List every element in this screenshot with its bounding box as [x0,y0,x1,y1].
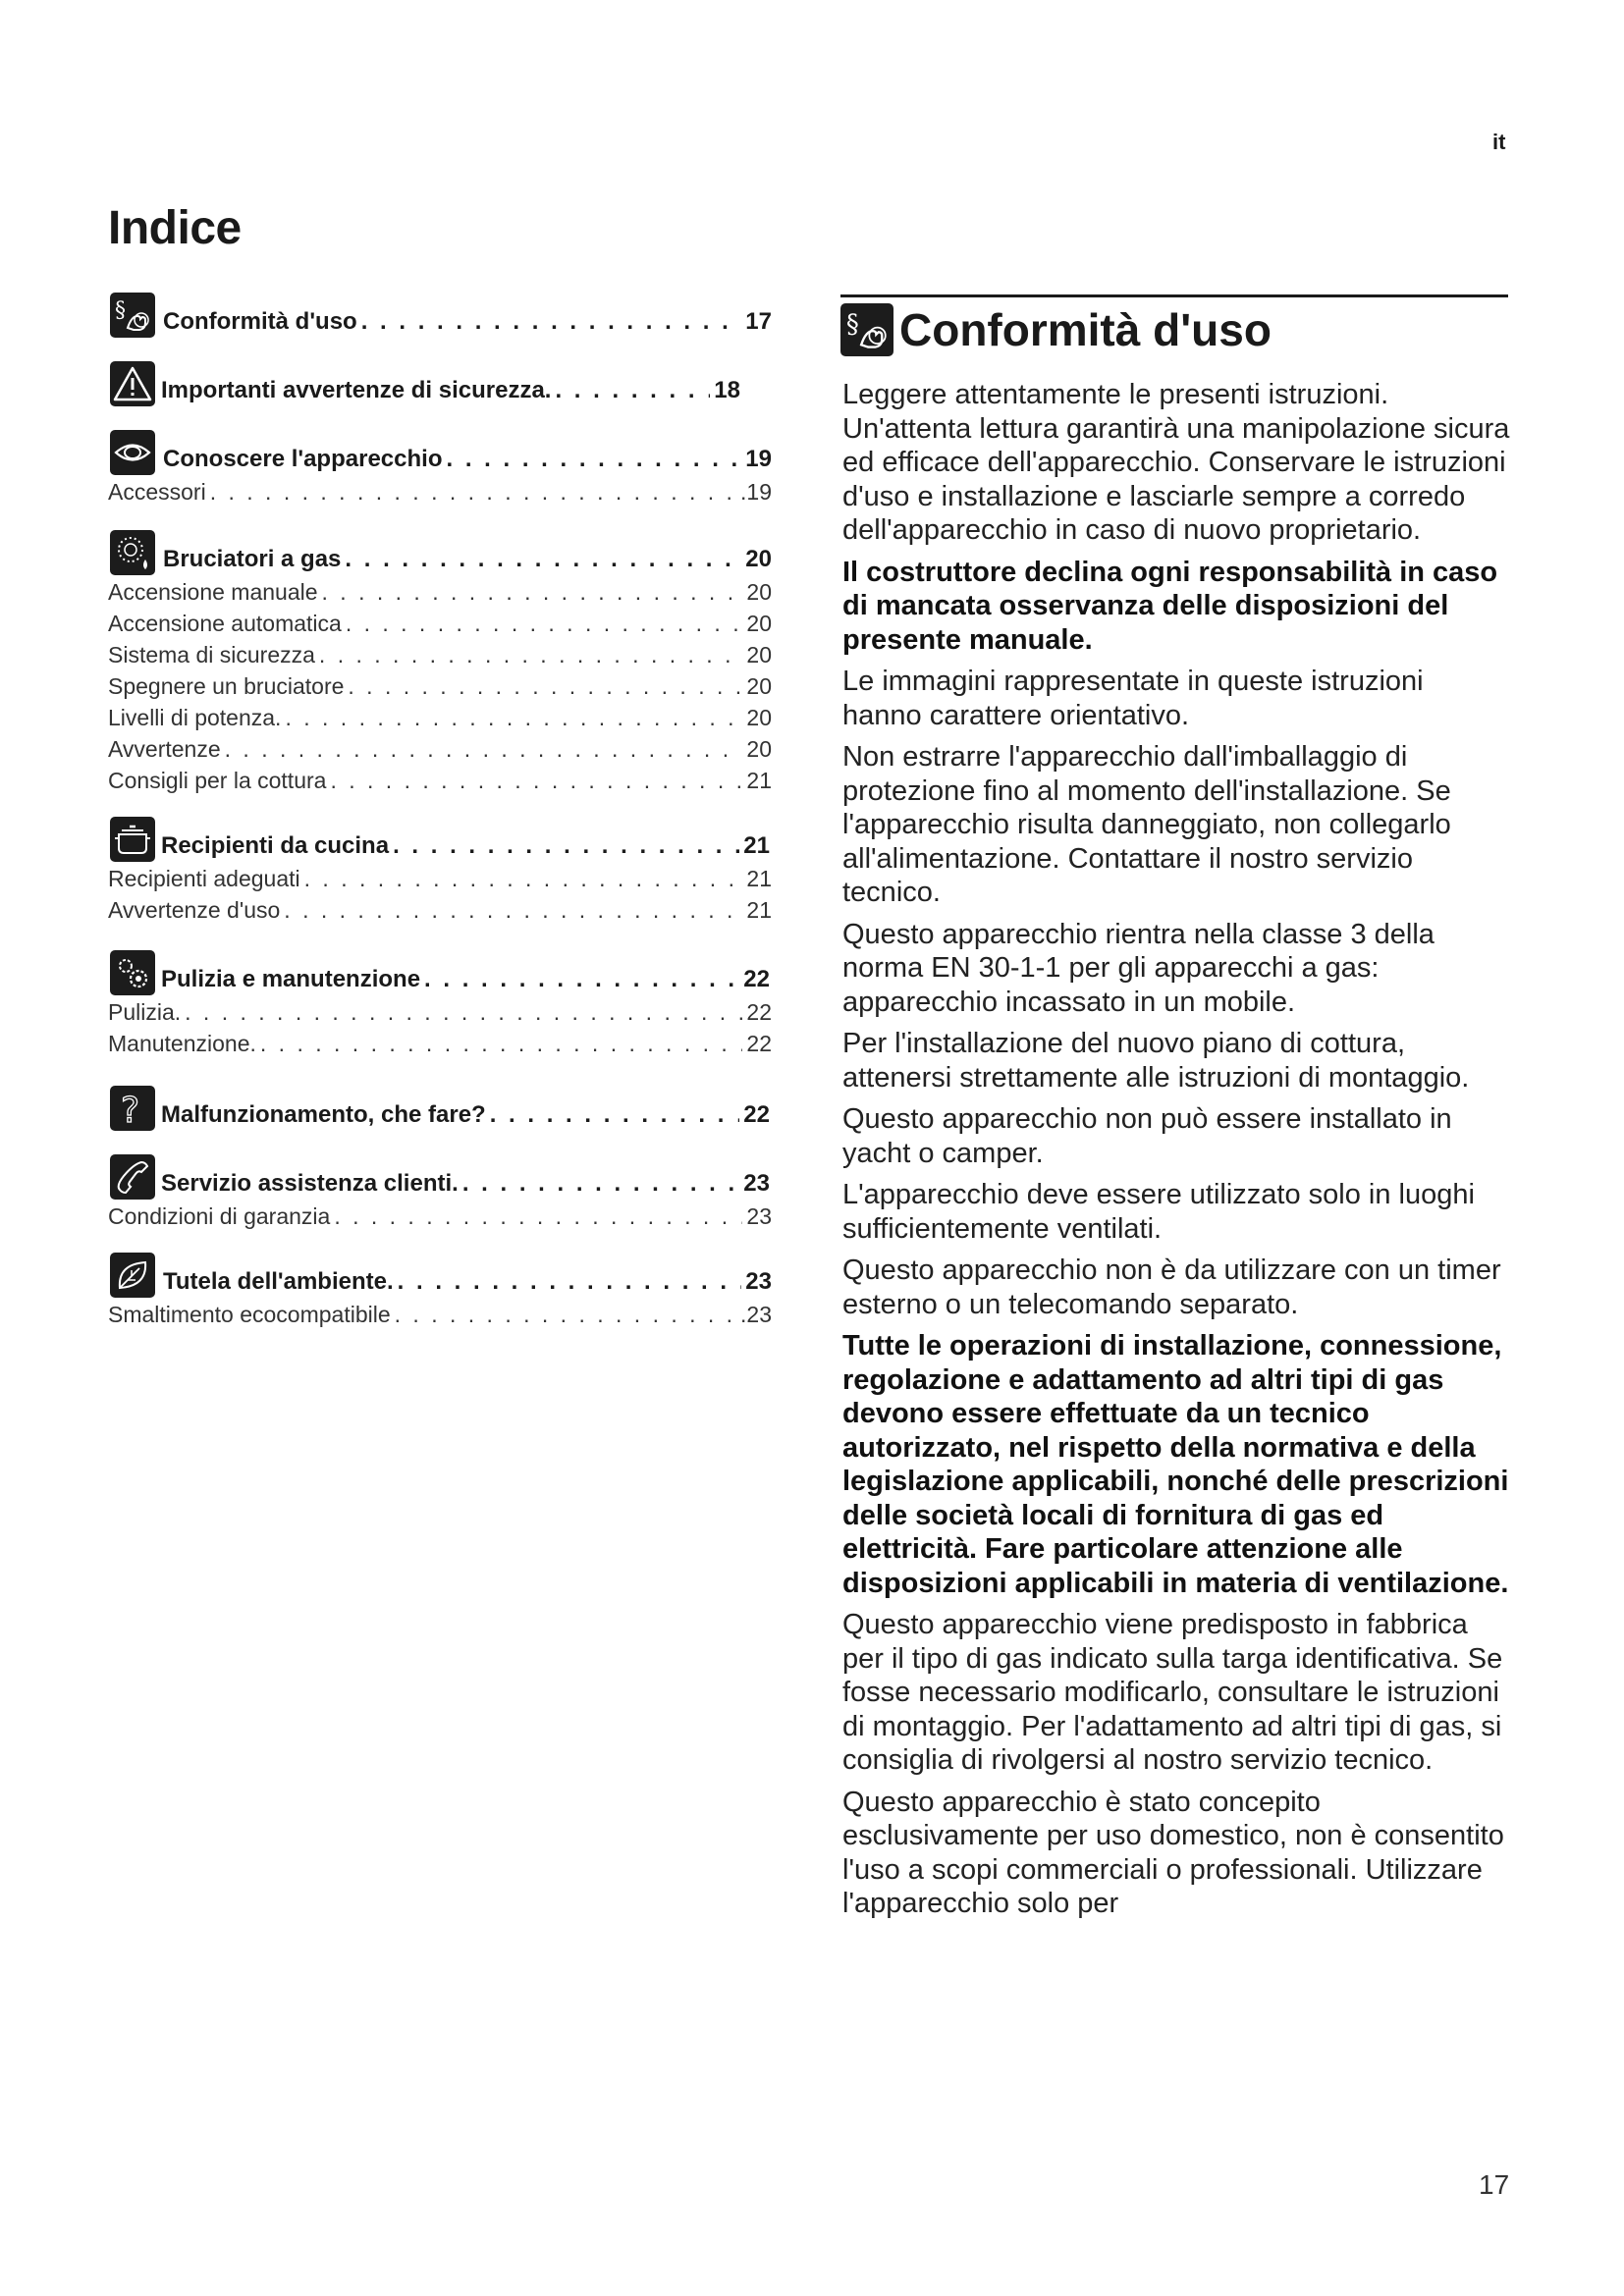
toc-subitem[interactable]: Spegnere un bruciatore . . . 20 [108,673,772,705]
toc-title: Servizio assistenza clienti. [161,1170,459,1197]
paragraph: Questo apparecchio non è da utilizzare con un timer esterno o un telecomando separato. [842,1255,1501,1320]
toc-subitem[interactable]: Sistema di sicurezza . . . 20 [108,642,772,673]
toc-page: 22 [743,966,770,992]
cooking-pot-icon [110,817,155,862]
paragraph: Questo apparecchio rientra nella classe 3 della norma EN 30-1-1 per gli apparecchi a gas: apparecchio incassato in un mobile. [842,918,1435,1018]
toc-title: Importanti avvertenze di sicurezza. [161,377,552,403]
leaf-icon [110,1253,155,1298]
svg-text:§: § [115,298,126,323]
toc-page: 19 [745,446,772,472]
paragraph-bold: Il costruttore declina ogni responsabilità in caso di mancata osservanza delle disposizioni del presente manuale. [842,556,1498,656]
toc-subitem[interactable]: Condizioni di garanzia . . . 23 [108,1203,772,1235]
toc-subitem[interactable]: Accensione automatica . . . 20 [108,611,772,642]
toc-title: Conoscere l'apparecchio [163,446,443,472]
paragraph: Leggere attentamente le presenti istruzioni. Un'attenta lettura garantirà una manipolazione sicura ed efficace dell'apparecchio. Conservare le istruzioni d'uso e installazione e lasciarle sempre a corredo dell'apparecchio in caso di nuovo proprietario. [842,379,1510,546]
toc-title: Malfunzionamento, che fare? [161,1101,486,1128]
toc-subitem[interactable]: Smaltimento ecocompatibile . . . .23 [108,1302,772,1333]
paragraph: Questo apparecchio viene predisposto in fabbrica per il tipo di gas indicato sulla targa identificativa. Se fosse necessario modificarlo, consultare le istruzioni di montaggio. Per l'adattamento ad altri tipi di gas, si consiglia di rivolgersi al nostro servizio tecnico. [842,1609,1503,1776]
toc-subitem[interactable]: Consigli per la cottura . . . 21 [108,768,772,799]
svg-text:?: ? [121,1091,140,1131]
toc-section-conoscere[interactable] [108,428,776,510]
section-hand-icon [110,293,155,338]
toc-title: Recipienti da cucina [161,832,390,859]
toc-section-bruciatori[interactable] [108,528,776,799]
paragraph: Le immagini rappresentate in queste istruzioni hanno carattere orientativo. [842,666,1424,731]
toc-page: 23 [745,1268,772,1295]
toc-subitem[interactable]: Livelli di potenza. . . . 20 [108,705,772,736]
toc-page: 20 [745,546,772,572]
toc-section-sicurezza[interactable] [108,359,776,410]
cleaning-gears-icon [110,950,155,995]
toc-subitem[interactable]: Accensione manuale . . . 20 [108,579,772,611]
eye-icon [110,430,155,475]
toc-page: 17 [745,308,772,335]
toc-section-conformita[interactable] [108,291,776,342]
toc-subitem[interactable]: Avvertenze . . . 20 [108,736,772,768]
toc-subitem[interactable]: Accessori . . . .19 [108,479,772,510]
section-heading [840,300,1272,359]
toc-subitem[interactable]: Avvertenze d'uso . . . 21 [108,897,772,929]
toc-title: Bruciatori a gas [163,546,342,572]
toc-section-malfunzionamento[interactable] [108,1084,776,1135]
phone-icon [110,1154,155,1200]
paragraph: L'apparecchio deve essere utilizzato solo in luoghi sufficientemente ventilati. [842,1179,1475,1245]
toc-page: 18 [714,377,740,403]
toc-title: Pulizia e manutenzione [161,966,421,992]
warning-triangle-icon [110,361,155,406]
question-icon [110,1086,155,1131]
toc-page: 22 [743,1101,770,1128]
section-hand-icon [840,303,893,356]
toc-section-ambiente[interactable] [108,1251,776,1333]
section-body [842,378,1510,1929]
paragraph: Non estrarre l'apparecchio dall'imballaggio di protezione fino al momento dell'installazione. Se l'apparecchio risulta danneggiato, non collegarlo all'alimentazione. Contattare il nostro servizio tecnico. [842,741,1451,908]
toc-title: Tutela dell'ambiente. [163,1268,394,1295]
page-number: 17 [1479,2169,1510,2200]
toc-section-pulizia[interactable] [108,948,776,1062]
toc-subitem[interactable]: Pulizia. . . . 22 [108,999,772,1031]
language-tag: it [1492,130,1506,154]
svg-text:§: § [845,309,859,340]
toc-section-recipienti[interactable] [108,815,776,929]
toc-page: 23 [743,1170,770,1197]
paragraph: Per l'installazione del nuovo piano di cottura, attenersi strettamente alle istruzioni di montaggio. [842,1028,1470,1094]
section-rule [840,294,1508,297]
paragraph: Questo apparecchio non può essere installato in yacht o camper. [842,1103,1452,1169]
toc-subitem[interactable]: Manutenzione. . . . 22 [108,1031,772,1062]
page-title: Indice [108,202,242,254]
gas-burner-icon [110,530,155,575]
toc-page: 21 [743,832,770,859]
section-title: Conformità d'uso [899,304,1272,355]
toc-section-servizio[interactable] [108,1152,776,1235]
toc-subitem[interactable]: Recipienti adeguati . . . 21 [108,866,772,897]
paragraph: Questo apparecchio è stato concepito esclusivamente per uso domestico, non è consentito l'uso a scopi commerciali o professionali. Utilizzare l'apparecchio solo per [842,1786,1504,1919]
toc-title: Conformità d'uso [163,308,357,335]
paragraph-bold: Tutte le operazioni di installazione, connessione, regolazione e adattamento ad altri tipi di gas devono essere effettuate da un tecnico autorizzato, nel rispetto della normativa e della legislazione applicabili, nonché delle prescrizioni delle società locali di fornitura di gas ed elettricità. Fare particolare attenzione alle disposizioni applicabili in materia di ventilazione. [842,1330,1509,1599]
